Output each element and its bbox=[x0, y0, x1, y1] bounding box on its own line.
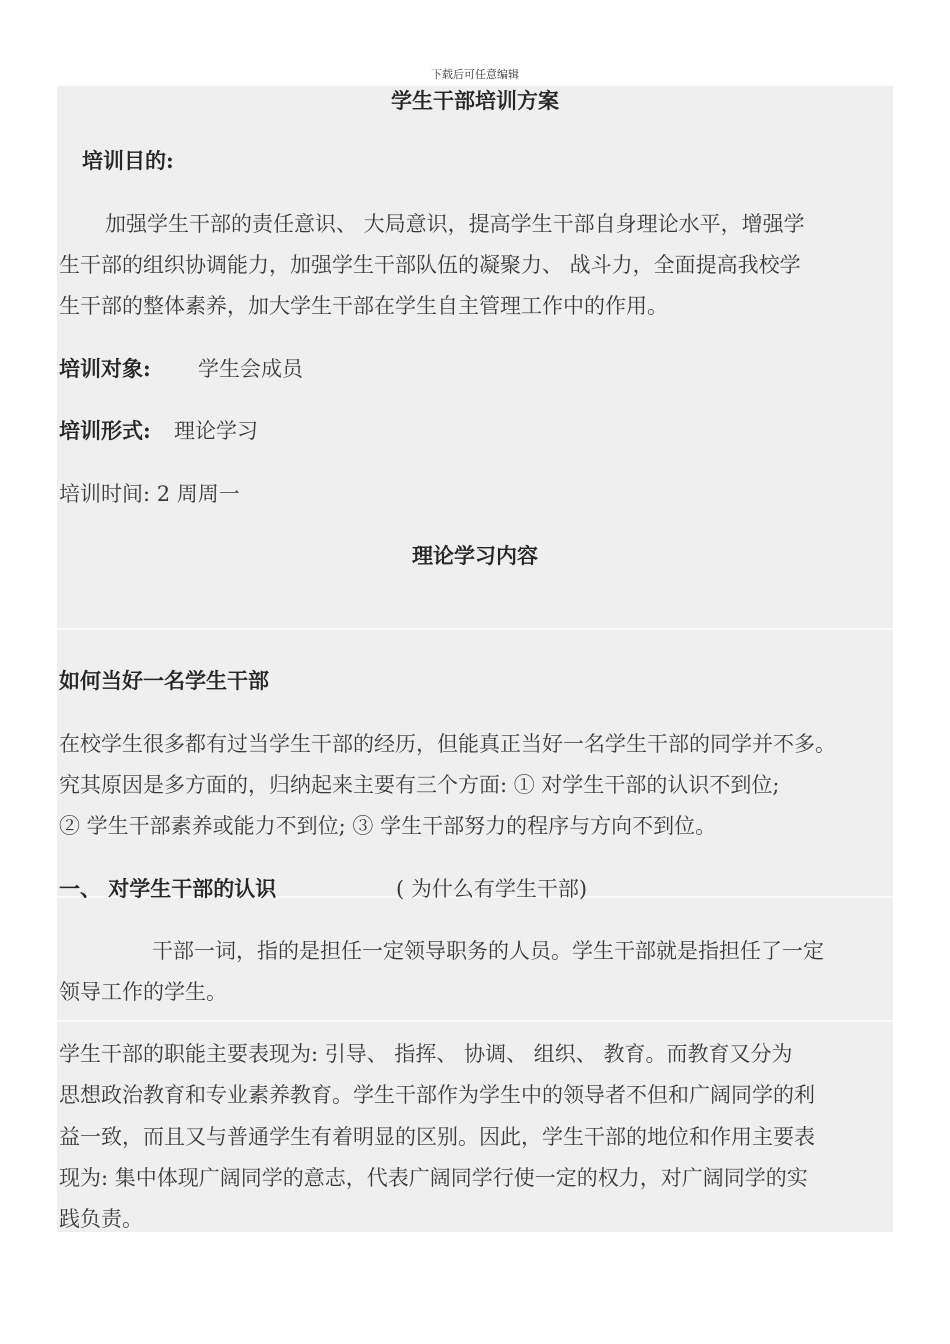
subsection-title: 如何当好一名学生干部 bbox=[59, 668, 269, 693]
purpose-heading: 培训目的: bbox=[82, 148, 174, 173]
section-divider bbox=[57, 628, 893, 630]
part1-note: ( 为什么有学生干部) bbox=[396, 877, 588, 901]
document-title: 学生干部培训方案 bbox=[391, 88, 559, 113]
section-title: 理论学习内容 bbox=[412, 543, 538, 568]
paragraph-line: 生干部的整体素养，加大学生干部在学生自主管理工作中的作用。 bbox=[59, 294, 668, 318]
paragraph-line: 践负责。 bbox=[59, 1207, 143, 1231]
download-note: 下载后可任意编辑 bbox=[431, 68, 519, 81]
form-value: 理论学习 bbox=[174, 419, 258, 443]
form-label: 培训形式: bbox=[59, 418, 151, 443]
paragraph-line: 学生干部的职能主要表现为: 引导、 指挥、 协调、 组织、 教育。而教育又分为 bbox=[59, 1042, 793, 1066]
paragraph-line: 领导工作的学生。 bbox=[59, 980, 227, 1004]
paragraph-line: 干部一词，指的是担任一定领导职务的人员。学生干部就是指担任了一定 bbox=[152, 939, 824, 963]
paragraph-line: 益一致，而且又与普通学生有着明显的区别。因此，学生干部的地位和作用主要表 bbox=[59, 1125, 815, 1149]
part1-heading: 一、 对学生干部的认识 bbox=[59, 876, 277, 901]
paragraph-line: 加强学生干部的责任意识、 大局意识，提高学生干部自身理论水平，增强学 bbox=[105, 212, 805, 236]
target-value: 学生会成员 bbox=[198, 357, 303, 381]
target-label: 培训对象: bbox=[59, 356, 151, 381]
paragraph-line: 思想政治教育和专业素养教育。学生干部作为学生中的领导者不但和广阔同学的利 bbox=[59, 1083, 815, 1107]
section-divider bbox=[57, 1020, 893, 1022]
time-line: 培训时间: 2 周周一 bbox=[59, 482, 240, 506]
paragraph-line: ② 学生干部素养或能力不到位; ③ 学生干部努力的程序与方向不到位。 bbox=[59, 814, 717, 838]
paragraph-line: 生干部的组织协调能力，加强学生干部队伍的凝聚力、 战斗力，全面提高我校学 bbox=[59, 253, 801, 277]
paragraph-line: 在校学生很多都有过当学生干部的经历，但能真正当好一名学生干部的同学并不多。 bbox=[59, 732, 836, 756]
paragraph-line: 现为: 集中体现广阔同学的意志，代表广阔同学行使一定的权力，对广阔同学的实 bbox=[59, 1166, 808, 1190]
paragraph-line: 究其原因是多方面的，归纳起来主要有三个方面: ① 对学生干部的认识不到位; bbox=[59, 773, 780, 797]
